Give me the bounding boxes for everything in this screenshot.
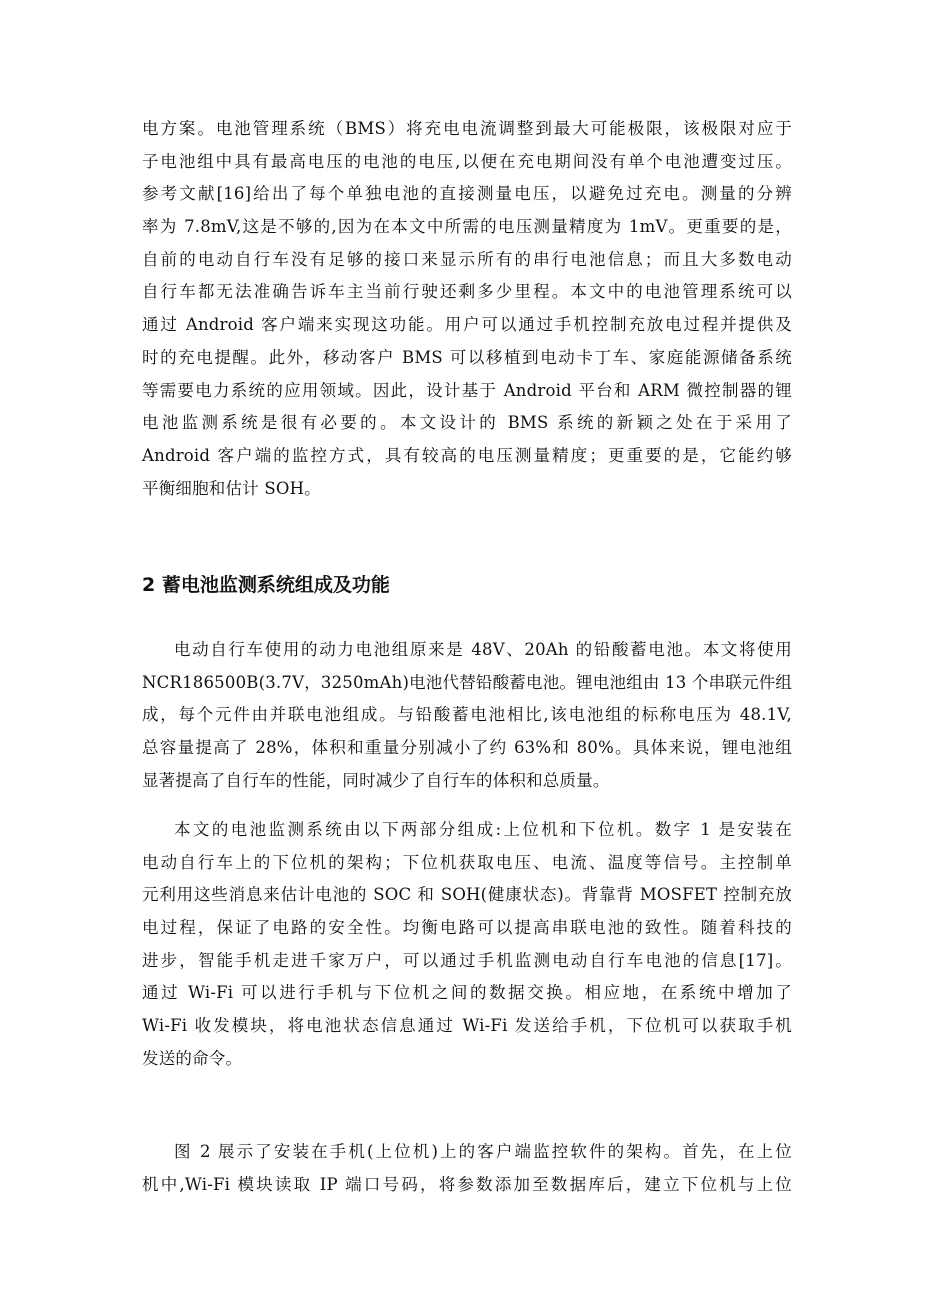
text-line: 时的充电提醒。此外，移动客户 BMS 可以移植到电动卡丁车、家庭能源储备系统: [142, 347, 792, 367]
text-line: 通过 Wi-Fi 可以进行手机与下位机之间的数据交换。相应地，在系统中增加了: [142, 983, 792, 1003]
text-line: 通过 Android 客户端来实现这功能。用户可以通过手机控制充放电过程并提供及: [142, 315, 792, 335]
text-line: 显著提高了自行车的性能，同时减少了自行车的体积和总质量。: [142, 770, 610, 790]
text-line: 本文的电池监测系统由以下两部分组成:上位机和下位机。数字 1 是安装在: [174, 820, 792, 839]
text-line: 总容量提高了 28%，体积和重量分别减小了约 63%和 80%。具体来说，锂电池组: [142, 738, 792, 758]
text-line: 元利用这些消息来估计电池的 SOC 和 SOH(健康状态)。背靠背 MOSFET 控制充放: [142, 885, 792, 905]
text-line: 电方案。电池管理系统（BMS）将充电电流调整到最大可能极限，该极限对应于: [142, 119, 792, 138]
text-line: 率为 7.8mV,这是不够的,因为在本文中所需的电压测量精度为 1mV。更重要的是，: [142, 217, 792, 237]
text-line: 进步，智能手机走进千家万户，可以通过手机监测电动自行车电池的信息[17]。: [142, 950, 792, 970]
text-line: NCR186500B(3.7V，3250mAh)电池代替铅酸蓄电池。锂电池组由 13 个串联元件组: [142, 672, 793, 692]
text-line: 电动自行车上的下位机的架构；下位机获取电压、电流、温度等信号。主控制单: [142, 852, 792, 872]
section-heading: 2 蓄电池监测系统组成及功能: [142, 574, 390, 596]
paragraph-system: [142, 814, 792, 1076]
text-line: 自前的电动自行车没有足够的接口来显示所有的串行电池信息；而且大多数电动: [142, 249, 792, 269]
text-line: 电过程，保证了电路的安全性。均衡电路可以提高串联电池的致性。随着科技的: [142, 918, 792, 938]
text-line: 电动自行车使用的动力电池组原来是 48V、20Ah 的铅酸蓄电池。本文将使用: [174, 640, 792, 659]
text-line: 电池监测系统是很有必要的。本文设计的 BMS 系统的新颖之处在于采用了: [142, 413, 792, 433]
text-line: Wi-Fi 收发模块，将电池状态信息通过 Wi-Fi 发送给手机，下位机可以获取手机: [142, 1016, 792, 1036]
text-line: 发送的命令。: [142, 1048, 243, 1068]
text-line: 参考文献[16]给出了每个单独电池的直接测量电压，以避免过充电。测量的分辨: [142, 184, 792, 204]
text-line: 成，每个元件由并联电池组成。与铅酸蓄电池相比,该电池组的标称电压为 48.1V,: [142, 705, 792, 725]
text-line: 子电池组中具有最高电压的电池的电压,以便在充电期间没有单个电池遭变过压。: [142, 151, 792, 171]
text-line: 自行车都无法准确告诉车主当前行驶还剩多少里程。本文中的电池管理系统可以: [142, 282, 792, 302]
text-line: 平衡细胞和估计 SOH。: [142, 478, 321, 498]
paragraph-battery: [142, 634, 792, 797]
paragraph-intro: [142, 113, 792, 505]
text-line: 图 2 展示了安装在手机(上位机)上的客户端监控软件的架构。首先，在上位: [174, 1142, 792, 1161]
paragraph-client: [142, 1136, 792, 1201]
text-line: 机中,Wi-Fi 模块读取 IP 端口号码，将参数添加至数据库后，建立下位机与上位: [142, 1174, 792, 1194]
text-line: 等需要电力系统的应用领域。因此，设计基于 Android 平台和 ARM 微控制器的锂: [142, 380, 792, 400]
text-line: Android 客户端的监控方式，具有较高的电压测量精度；更重要的是，它能约够: [142, 445, 792, 465]
